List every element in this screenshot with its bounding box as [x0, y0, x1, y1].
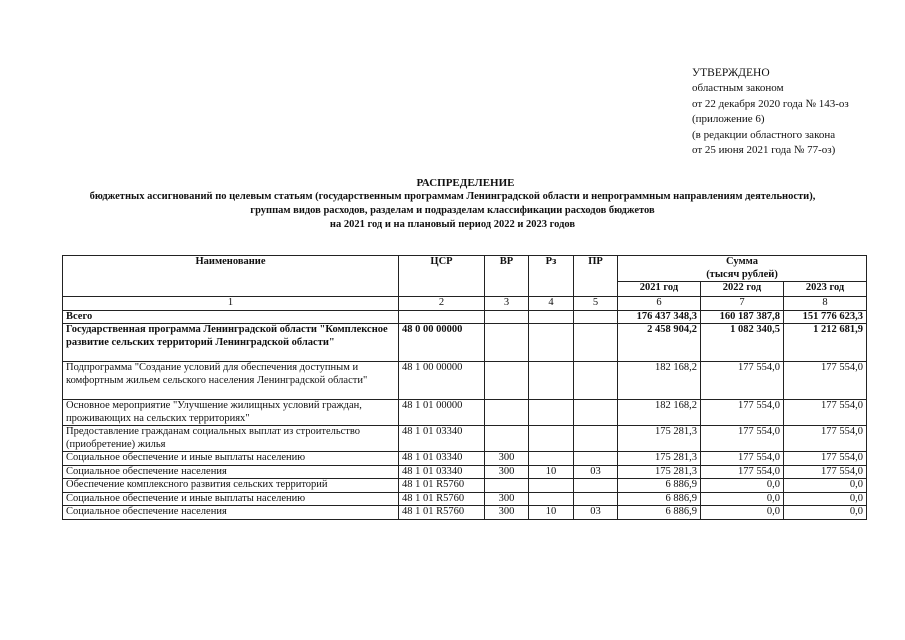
header-csr: ЦСР	[399, 256, 485, 297]
col-number: 7	[701, 297, 784, 311]
table-row	[63, 426, 867, 452]
title-line: группам видов расходов, разделам и подразделам классификации расходов бюджетов	[250, 205, 655, 216]
row-name: Основное мероприятие "Улучшение жилищных условий граждан, проживающих на сельских территориях"	[63, 400, 399, 426]
column-numbers-row	[63, 297, 867, 311]
row-value-2023: 177 554,0	[784, 400, 867, 426]
row-value-2023: 1 212 681,9	[784, 324, 867, 362]
row-rz	[529, 324, 574, 362]
row-value-2022: 177 554,0	[701, 452, 784, 466]
row-value-2023: 177 554,0	[784, 465, 867, 479]
row-value-2022: 1 082 340,5	[701, 324, 784, 362]
row-vr	[485, 426, 529, 452]
row-value-2021: 6 886,9	[618, 506, 701, 520]
header-sum-units: (тысяч рублей)	[706, 268, 778, 280]
header-sum-label: Сумма	[726, 256, 758, 267]
row-pr	[574, 492, 618, 506]
row-value-2022: 0,0	[701, 492, 784, 506]
row-name: Всего	[63, 310, 399, 324]
row-rz	[529, 452, 574, 466]
row-rz: 10	[529, 506, 574, 520]
header-rz: Рз	[529, 256, 574, 297]
col-number: 1	[63, 297, 399, 311]
row-value-2021: 182 168,2	[618, 362, 701, 400]
row-csr: 48 1 00 00000	[399, 362, 485, 400]
approval-line: областным законом	[692, 82, 784, 95]
header-pr: ПР	[574, 256, 618, 297]
approval-stamp	[692, 66, 849, 158]
approval-line: (приложение 6)	[692, 113, 765, 126]
row-name: Подпрограмма "Создание условий для обеспечения доступным и комфортным жильем сельского населения Ленинградской области"	[63, 362, 399, 400]
row-value-2021: 175 281,3	[618, 452, 701, 466]
row-vr	[485, 324, 529, 362]
row-csr: 48 1 01 00000	[399, 400, 485, 426]
row-vr: 300	[485, 452, 529, 466]
header-year-2022: 2022 год	[701, 282, 784, 297]
header-vr: ВР	[485, 256, 529, 297]
row-vr	[485, 400, 529, 426]
row-csr: 48 1 01 03340	[399, 426, 485, 452]
row-csr: 48 1 01 R5760	[399, 479, 485, 493]
title-main: РАСПРЕДЕЛЕНИЕ	[416, 177, 515, 189]
row-csr: 48 1 01 R5760	[399, 506, 485, 520]
table-row-total	[63, 310, 867, 324]
row-rz	[529, 310, 574, 324]
col-number: 8	[784, 297, 867, 311]
table-row	[63, 400, 867, 426]
row-value-2023: 0,0	[784, 479, 867, 493]
header-name: Наименование	[63, 256, 399, 297]
row-value-2022: 177 554,0	[701, 426, 784, 452]
row-value-2021: 2 458 904,2	[618, 324, 701, 362]
row-csr: 48 1 01 03340	[399, 452, 485, 466]
header-year-2021: 2021 год	[618, 282, 701, 297]
row-vr: 300	[485, 506, 529, 520]
row-value-2021: 175 281,3	[618, 426, 701, 452]
row-value-2023: 0,0	[784, 492, 867, 506]
table-row	[63, 324, 867, 362]
row-value-2023: 151 776 623,3	[784, 310, 867, 324]
table-row	[63, 465, 867, 479]
row-csr: 48 0 00 00000	[399, 324, 485, 362]
col-number: 6	[618, 297, 701, 311]
row-vr: 300	[485, 492, 529, 506]
row-csr: 48 1 01 R5760	[399, 492, 485, 506]
row-vr	[485, 310, 529, 324]
row-pr: 03	[574, 465, 618, 479]
row-name: Социальное обеспечение населения	[63, 506, 399, 520]
row-value-2022: 0,0	[701, 506, 784, 520]
title-line: бюджетных ассигнований по целевым статьям (государственным программам Ленинградской области и непрограммным направлениям деятельности),	[89, 191, 816, 202]
row-pr	[574, 426, 618, 452]
table-row	[63, 362, 867, 400]
row-vr: 300	[485, 465, 529, 479]
approval-line: (в редакции областного закона	[692, 128, 836, 141]
header-sum	[618, 256, 867, 282]
row-pr	[574, 324, 618, 362]
row-value-2022: 177 554,0	[701, 362, 784, 400]
row-csr: 48 1 01 03340	[399, 465, 485, 479]
row-name: Обеспечение комплексного развития сельских территорий	[63, 479, 399, 493]
row-value-2023: 177 554,0	[784, 362, 867, 400]
row-value-2021: 182 168,2	[618, 400, 701, 426]
table-row	[63, 452, 867, 466]
row-pr	[574, 452, 618, 466]
table-row	[63, 506, 867, 520]
col-number: 3	[485, 297, 529, 311]
row-value-2022: 177 554,0	[701, 400, 784, 426]
approval-heading: УТВЕРЖДЕНО	[692, 67, 770, 79]
col-number: 2	[399, 297, 485, 311]
header-year-2023: 2023 год	[784, 282, 867, 297]
row-value-2022: 177 554,0	[701, 465, 784, 479]
document-title	[0, 176, 905, 232]
row-pr	[574, 362, 618, 400]
row-name: Предоставление гражданам социальных выплат из строительство (приобретение) жилья	[63, 426, 399, 452]
row-value-2022: 160 187 387,8	[701, 310, 784, 324]
header-row	[63, 256, 867, 282]
row-value-2023: 177 554,0	[784, 426, 867, 452]
row-rz	[529, 492, 574, 506]
approval-line: от 25 июня 2021 года № 77-оз)	[692, 144, 836, 157]
budget-table	[62, 255, 867, 520]
row-vr	[485, 479, 529, 493]
title-line: на 2021 год и на плановый период 2022 и 2023 годов	[329, 219, 576, 230]
row-rz	[529, 362, 574, 400]
row-pr	[574, 400, 618, 426]
row-name: Социальное обеспечение населения	[63, 465, 399, 479]
row-value-2023: 0,0	[784, 506, 867, 520]
row-pr	[574, 479, 618, 493]
approval-line: от 22 декабря 2020 года № 143-оз	[692, 97, 849, 110]
row-rz	[529, 400, 574, 426]
row-name: Социальное обеспечение и иные выплаты населению	[63, 492, 399, 506]
row-pr	[574, 310, 618, 324]
row-pr: 03	[574, 506, 618, 520]
table-row	[63, 492, 867, 506]
row-rz: 10	[529, 465, 574, 479]
row-csr	[399, 310, 485, 324]
row-vr	[485, 362, 529, 400]
row-value-2021: 6 886,9	[618, 492, 701, 506]
row-value-2023: 177 554,0	[784, 452, 867, 466]
table-row	[63, 479, 867, 493]
row-rz	[529, 426, 574, 452]
row-value-2021: 175 281,3	[618, 465, 701, 479]
row-value-2021: 176 437 348,3	[618, 310, 701, 324]
row-value-2021: 6 886,9	[618, 479, 701, 493]
col-number: 5	[574, 297, 618, 311]
row-rz	[529, 479, 574, 493]
row-name: Государственная программа Ленинградской области "Комплексное развитие сельских территорий Ленинградской области"	[63, 324, 399, 362]
col-number: 4	[529, 297, 574, 311]
row-name: Социальное обеспечение и иные выплаты населению	[63, 452, 399, 466]
row-value-2022: 0,0	[701, 479, 784, 493]
